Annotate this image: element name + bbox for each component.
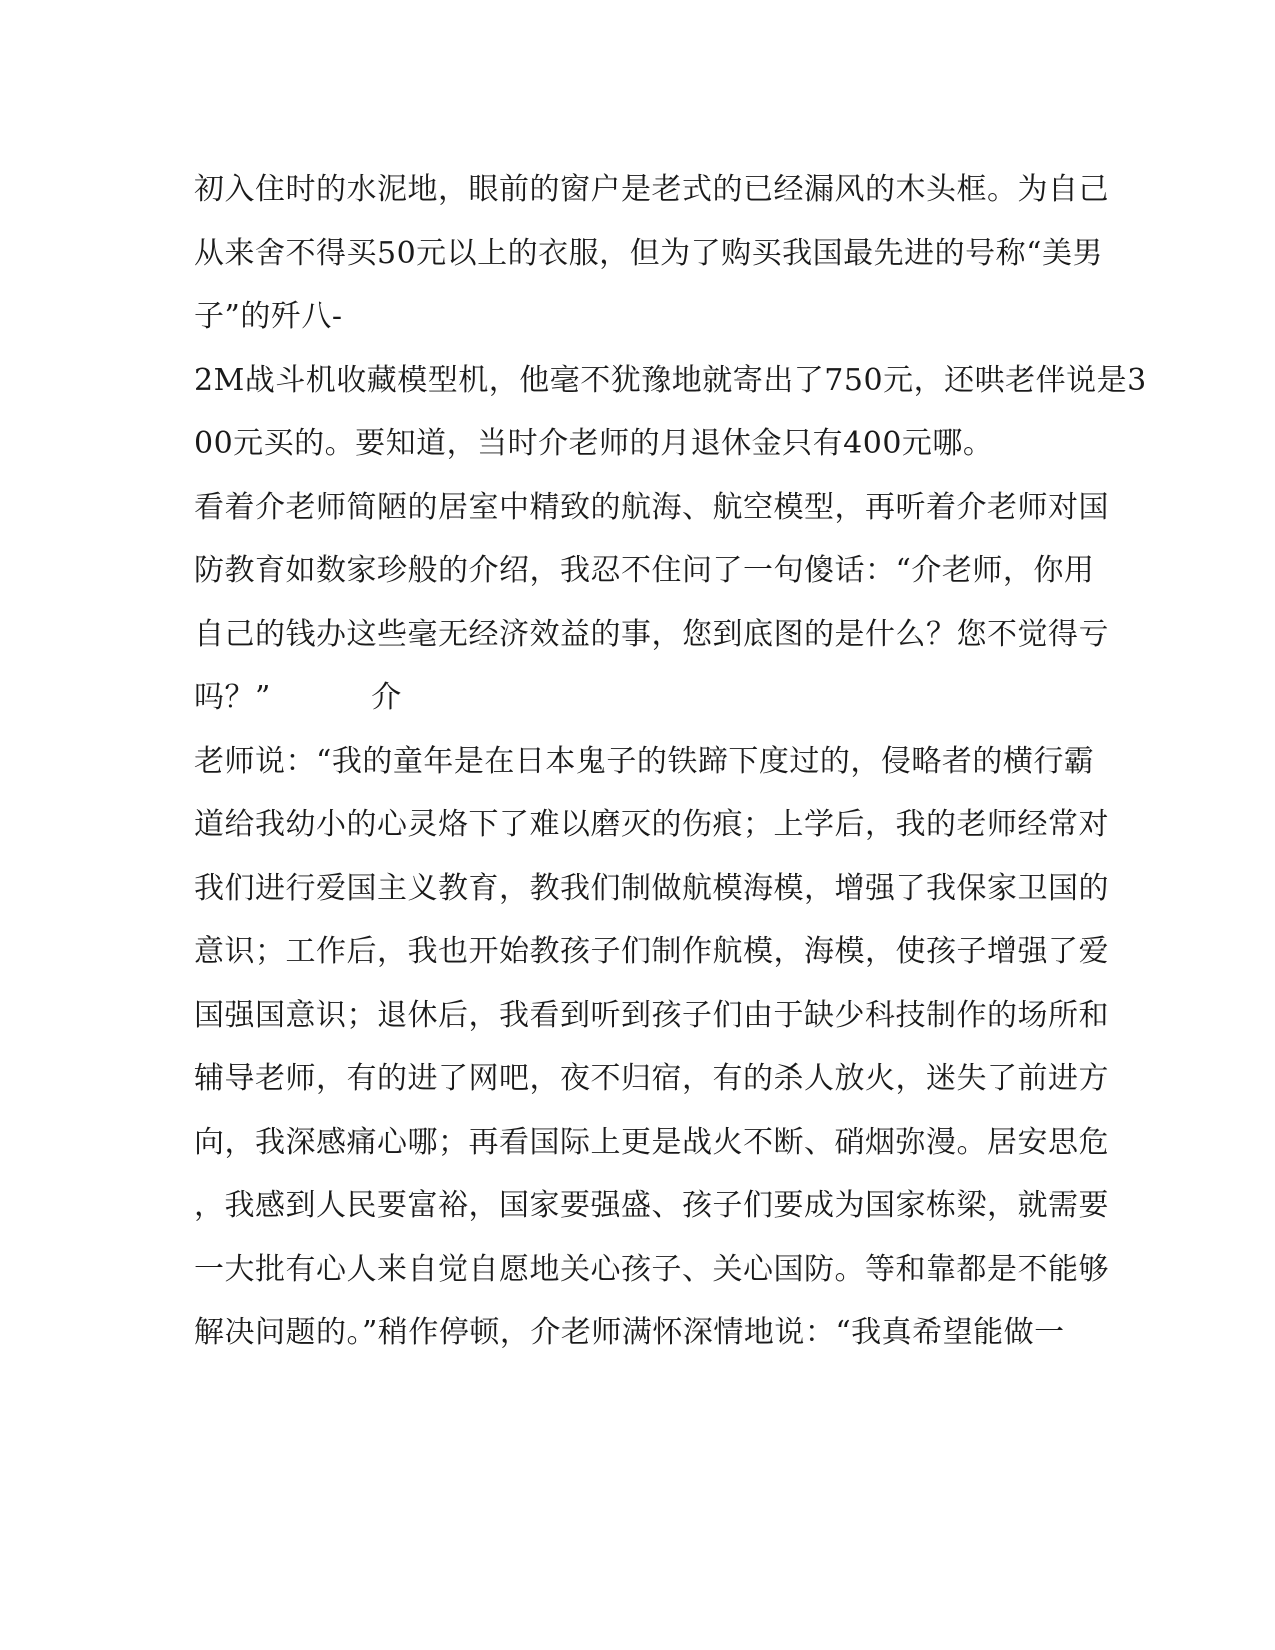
text-line: 初入住时的水泥地，眼前的窗户是老式的已经漏风的木头框。为自己: [194, 172, 1109, 207]
text-line: 国强国意识；退休后，我看到听到孩子们由于缺少科技制作的场所和: [194, 997, 1109, 1033]
text-line: 道给我幼小的心灵烙下了难以磨灭的伤痕；上学后，我的老师经常对: [194, 807, 1109, 842]
text-line: 我们进行爱国主义教育，教我们制做航模海模，增强了我保家卫国的: [194, 870, 1109, 906]
text-line: 老师说：“我的童年是在日本鬼子的铁蹄下度过的，侵略者的横行霸: [194, 743, 1095, 779]
text-line: ，我感到人民要富裕，国家要强盛、孩子们要成为国家栋梁，就需要: [194, 1188, 1109, 1223]
text-line: 一大批有心人来自觉自愿地关心孩子、关心国防。等和靠都是不能够: [194, 1251, 1109, 1287]
text-line: 子”的歼八-: [194, 299, 343, 334]
text-line: 意识；工作后，我也开始教孩子们制作航模，海模，使孩子增强了爱: [194, 934, 1109, 969]
text-line: 吗？” 介: [194, 680, 402, 715]
body-text: [194, 158, 1147, 1365]
text-line: 辅导老师，有的进了网吧，夜不归宿，有的杀人放火，迷失了前进方: [194, 1061, 1109, 1096]
text-line: 00元买的。要知道，当时介老师的月退休金只有400元哪。: [194, 426, 994, 461]
text-line: 向，我深感痛心哪；再看国际上更是战火不断、硝烟弥漫。居安思危: [194, 1124, 1109, 1160]
text-line: 2M战斗机收藏模型机，他毫不犹豫地就寄出了750元，还哄老伴说是3: [194, 362, 1147, 398]
text-line: 解决问题的。”稍作停顿，介老师满怀深情地说：“我真希望能做一: [194, 1315, 1065, 1350]
text-line: 从来舍不得买50元以上的衣服，但为了购买我国最先进的号称“美男: [194, 235, 1104, 271]
text-line: 看着介老师简陋的居室中精致的航海、航空模型，再听着介老师对国: [194, 489, 1109, 525]
text-line: 自己的钱办这些毫无经济效益的事，您到底图的是什么？您不觉得亏: [194, 616, 1109, 652]
text-line: 防教育如数家珍般的介绍，我忍不住问了一句傻话：“介老师，你用: [194, 553, 1095, 588]
